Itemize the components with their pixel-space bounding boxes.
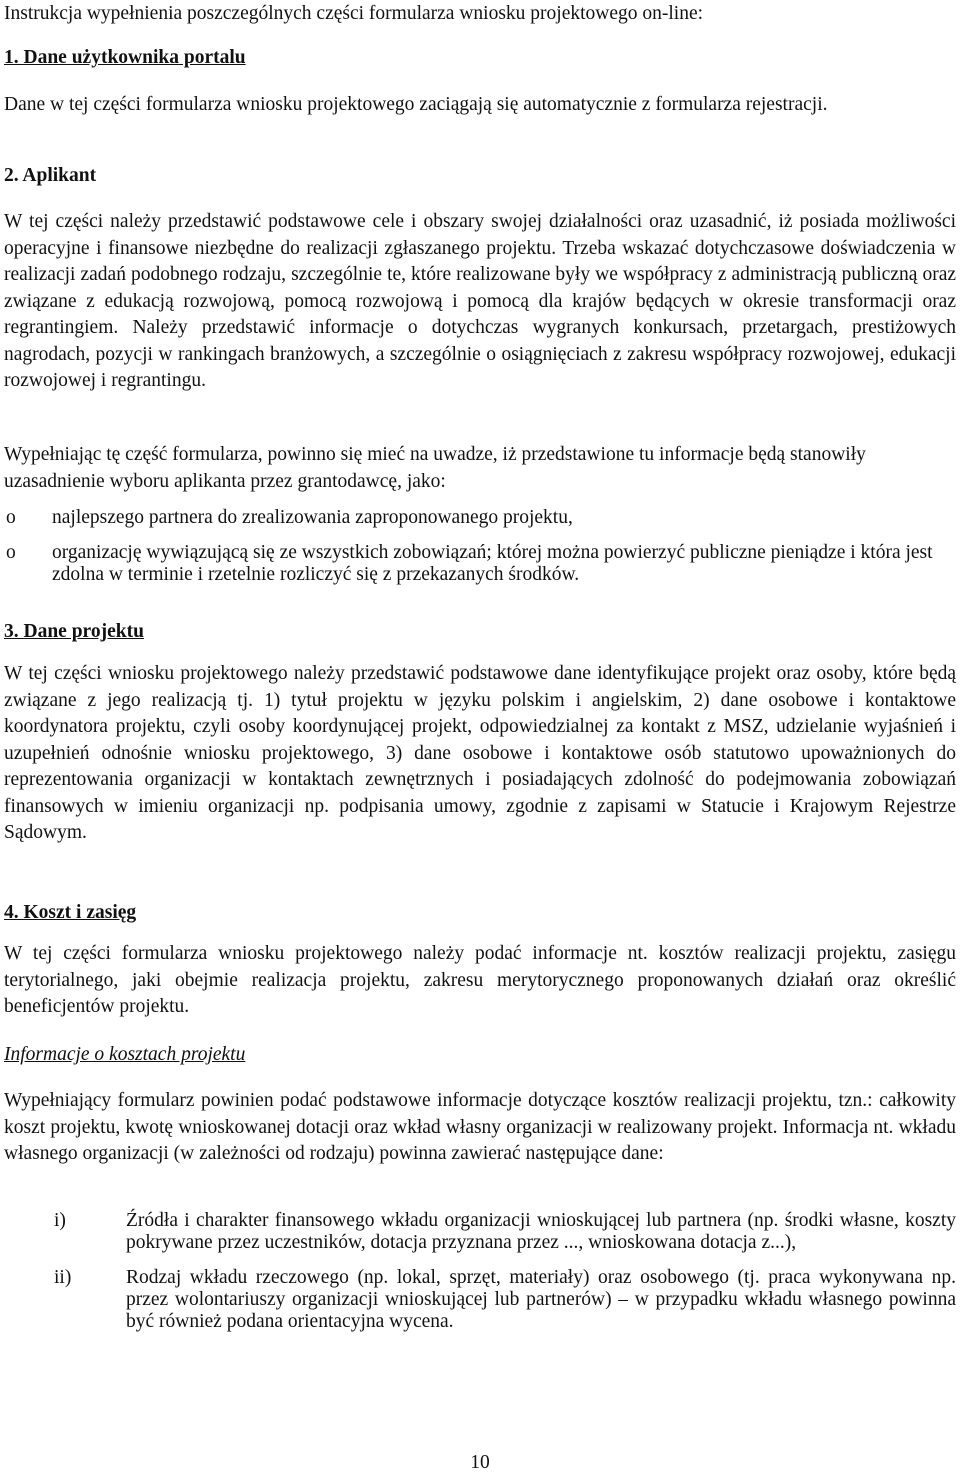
- costs-subheading: Informacje o kosztach projektu: [4, 1044, 246, 1065]
- bullet-text: najlepszego partnera do zrealizowania zaproponowanego projektu,: [52, 507, 573, 528]
- bullet-marker: o: [6, 542, 16, 563]
- bullet-marker: o: [6, 507, 16, 528]
- section-4-body: W tej części formularza wniosku projektowego należy podać informacje nt. kosztów realizacji projektu, zasięgu terytorialnego, jaki obejmie realizacja projektu, zakresu merytorycznego proponowanych działań oraz określić beneficjentów projektu.: [4, 943, 956, 1017]
- list-item-text: Rodzaj wkładu rzeczowego (np. lokal, sprzęt, materiały) oraz osobowego (tj. praca wykonywana np. przez wolontariuszy organizacji wnioskującej lub partnerów) – w przypadku wkładu własnego powinna być również podana orientacyjna wycena.: [126, 1267, 956, 1332]
- costs-body: Wypełniający formularz powinien podać podstawowe informacje dotyczące kosztów realizacji projektu, tzn.: całkowity koszt projektu, kwotę wnioskowanej dotacji oraz wkład własny organizacji w realizowany projekt. Informacja nt. wkładu własnego organizacji (w zależności od rodzaju) powinna zawierać następujące dane:: [4, 1090, 956, 1164]
- section-2-heading-text: 2. Aplikant: [4, 165, 97, 186]
- section-2-heading: [4, 163, 96, 190]
- list-item: [4, 1267, 956, 1333]
- list-item-text: Źródła i charakter finansowego wkładu organizacji wnioskującej lub partnera (np. środki własne, koszty pokrywane przez uczestników, dotacja przyznana przez ..., wnioskowana dotacja z...),: [126, 1210, 956, 1253]
- list-item-marker: ii): [54, 1267, 72, 1288]
- section-4-heading: 4. Koszt i zasięg: [4, 902, 137, 923]
- bullet-item: [4, 542, 956, 586]
- bullet-item: [4, 507, 956, 529]
- list-item-marker: i): [54, 1210, 66, 1231]
- section-1-heading: 1. Dane użytkownika portalu: [4, 47, 246, 68]
- page-number: 10: [470, 1452, 490, 1473]
- intro-text: Instrukcja wypełnienia poszczególnych części formularza wniosku projektowego on-line:: [4, 3, 704, 24]
- costs-item-list: [4, 1210, 956, 1333]
- section-1-body: Dane w tej części formularza wniosku projektowego zaciągają się automatycznie z formularza rejestracji.: [4, 94, 828, 115]
- section-2-body-1: W tej części należy przedstawić podstawowe cele i obszary swojej działalności oraz uzasadnić, iż posiada możliwości operacyjne i finansowe niezbędne do realizacji zgłaszanego projektu. Trzeba wskazać dotychczasowe doświadczenia w realizacji zadań podobnego rodzaju, szczególnie te, które realizowane były we współpracy z administracją publiczną oraz związane z edukacją rozwojową, pomocą rozwojową i pomocą dla krajów będących w okresie transformacji oraz regrantingiem. Należy przedstawić informacje o dotychczas wygranych konkursach, przetargach, prestiżowych nagrodach, pozycji w rankingach branżowych, a szczególnie o osiągnięciach z zakresu współpracy rozwojowej, edukacji rozwojowej i regrantingu.: [4, 211, 956, 391]
- bullet-text: organizację wywiązującą się ze wszystkich zobowiązań; której można powierzyć publiczne pieniądze i która jest zdolna w terminie i rzetelnie rozliczyć się z przekazanych środków.: [52, 542, 933, 585]
- section-3-body: W tej części wniosku projektowego należy przedstawić podstawowe dane identyfikujące projekt oraz osoby, które będą związane z jego realizacją tj. 1) tytuł projektu w języku polskim i angielskim, 2) dane osobowe i kontaktowe koordynatora projektu, czyli osoby koordynującej projekt, odpowiedzialnej za kontakt z MSZ, udzielanie wyjaśnień i uzupełnień odnośnie wniosku projektowego, 3) dane osobowe i kontaktowe osób statutowo upoważnionych do reprezentowania organizacji w kontaktach zewnętrznych i posiadających zdolność do podejmowania zobowiązań finansowych w imieniu organizacji np. podpisania umowy, zgodnie z zapisami w Statucie i Krajowym Rejestrze Sądowym.: [4, 663, 956, 843]
- list-item: [4, 1210, 956, 1254]
- section-2-body-2: Wypełniając tę część formularza, powinno się mieć na uwadze, iż przedstawione tu informacje będą stanowiły uzasadnienie wyboru aplikanta przez grantodawcę, jako:: [4, 444, 866, 492]
- section-2-bullet-list: [4, 507, 956, 586]
- section-3-heading: 3. Dane projektu: [4, 621, 144, 642]
